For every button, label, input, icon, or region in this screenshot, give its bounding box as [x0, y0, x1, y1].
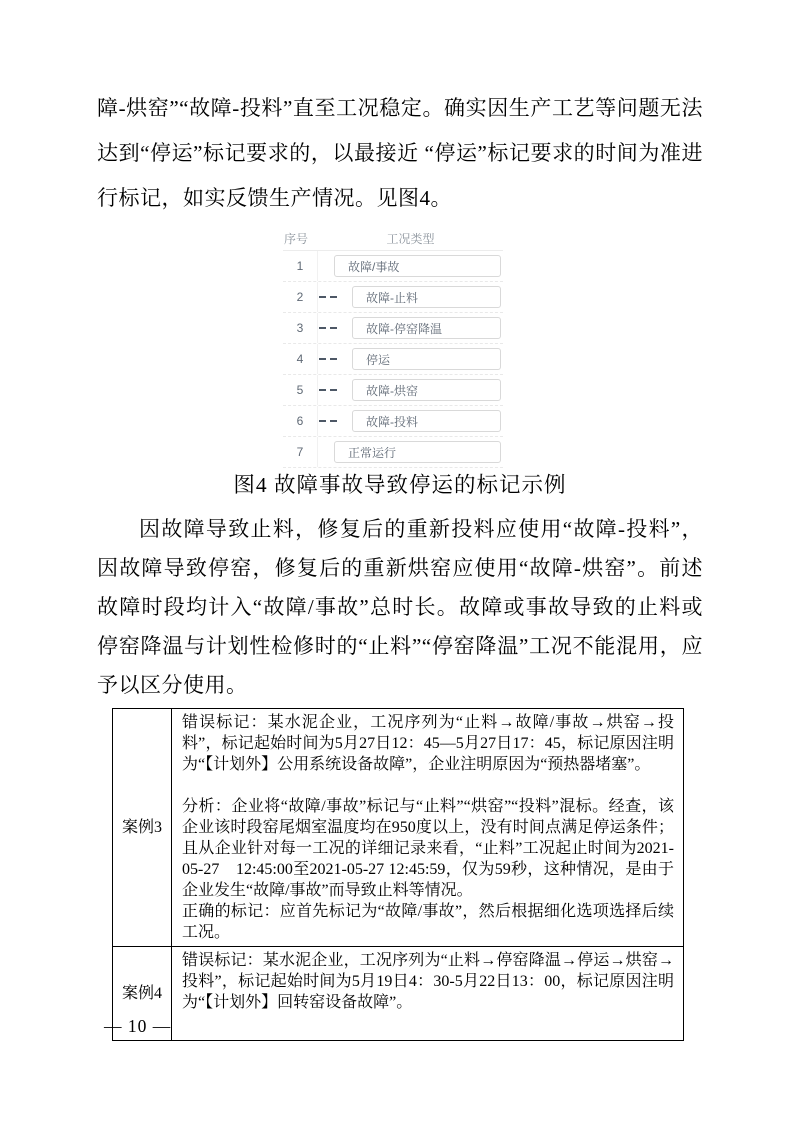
branch-dash-icon [318, 389, 352, 391]
case-error-marking: 错误标记：某水泥企业，工况序列为“止料→故障/事故→烘窑→投料”，标记起始时间为5月27日12：45—5月27日17：45，标记原因注明为“【计划外】公用系统设备故障”，企业注明原因为“预热器堵塞”。 [182, 714, 674, 773]
workflow-row [283, 344, 503, 375]
workflow-row [283, 437, 503, 468]
row-number: 4 [283, 344, 318, 374]
row-number: 5 [283, 375, 318, 405]
row-number: 2 [283, 282, 318, 312]
condition-type-field: 故障-止料 [352, 286, 501, 308]
condition-type-field: 故障-停窑降温 [352, 317, 501, 339]
row-number: 7 [283, 437, 318, 467]
condition-type-field: 正常运行 [334, 441, 501, 463]
condition-type-field: 故障/事故 [334, 255, 501, 277]
workflow-row [283, 406, 503, 437]
branch-dash-icon [318, 327, 352, 329]
column-header-condition-type: 工况类型 [386, 231, 435, 246]
workflow-row [283, 313, 503, 344]
table-row [113, 947, 684, 1041]
figure-4-screenshot [283, 226, 503, 468]
case-body [172, 709, 684, 947]
branch-dash-icon [318, 358, 352, 360]
case-correct-marking: 正确的标记：应首先标记为“故障/事故”，然后根据细化选项选择后续工况。 [182, 903, 674, 941]
table-row [113, 709, 684, 947]
screenshot-table-header [283, 226, 503, 251]
column-header-number: 序号 [284, 231, 309, 246]
condition-type-field: 故障-投料 [352, 410, 501, 432]
workflow-row [283, 282, 503, 313]
page-number: — 10 — [104, 1016, 172, 1036]
body-paragraph-1: 障-烘窑”“故障-投料”直至工况稳定。确实因生产工艺等问题无法达到“停运”标记要求的，以最接近 “停运”标记要求的时间为准进行标记，如实反馈生产情况。见图4。 [97, 96, 703, 210]
condition-type-field: 停运 [352, 348, 501, 370]
condition-type-field: 故障-烘窑 [352, 379, 501, 401]
case-label: 案例3 [113, 709, 172, 947]
case-analysis: 分析：企业将“故障/事故”标记与“止料”“烘窑”“投料”混标。经查，该企业该时段窑尾烟室温度均在950度以上，没有时间点满足停运条件；且从企业针对每一工况的详细记录来看，“止料”工况起止时间为2021-05-27 12:45:00至2021-05-27 12:45:59，仅为59秒，这种情况，是由于企业发生“故障/事故”而导致止料等情况。 [182, 798, 674, 899]
body-paragraph-2: 因故障导致止料，修复后的重新投料应使用“故障-投料”，因故障导致停窑，修复后的重新烘窑应使用“故障-烘窑”。前述故障时段均计入“故障/事故”总时长。故障或事故导致的止料或停窑降温与计划性检修时的“止料”“停窑降温”工况不能混用，应予以区分使用。 [97, 517, 703, 697]
case-body [172, 947, 684, 1041]
row-number: 1 [283, 251, 318, 281]
row-number: 3 [283, 313, 318, 343]
case-label: 案例4 [113, 947, 172, 1041]
case-error-marking: 错误标记：某水泥企业，工况序列为“止料→停窑降温→停运→烘窑→投料”，标记起始时间为5月19日4：30-5月22日13：00，标记原因注明为“【计划外】回转窑设备故障”。 [182, 952, 674, 1011]
workflow-row [283, 251, 503, 282]
case-examples-table [112, 708, 684, 1041]
branch-dash-icon [318, 420, 352, 422]
branch-dash-icon [318, 296, 352, 298]
row-number: 6 [283, 406, 318, 436]
workflow-row [283, 375, 503, 406]
figure-caption: 图4 故障事故导致停运的标记示例 [233, 473, 567, 497]
